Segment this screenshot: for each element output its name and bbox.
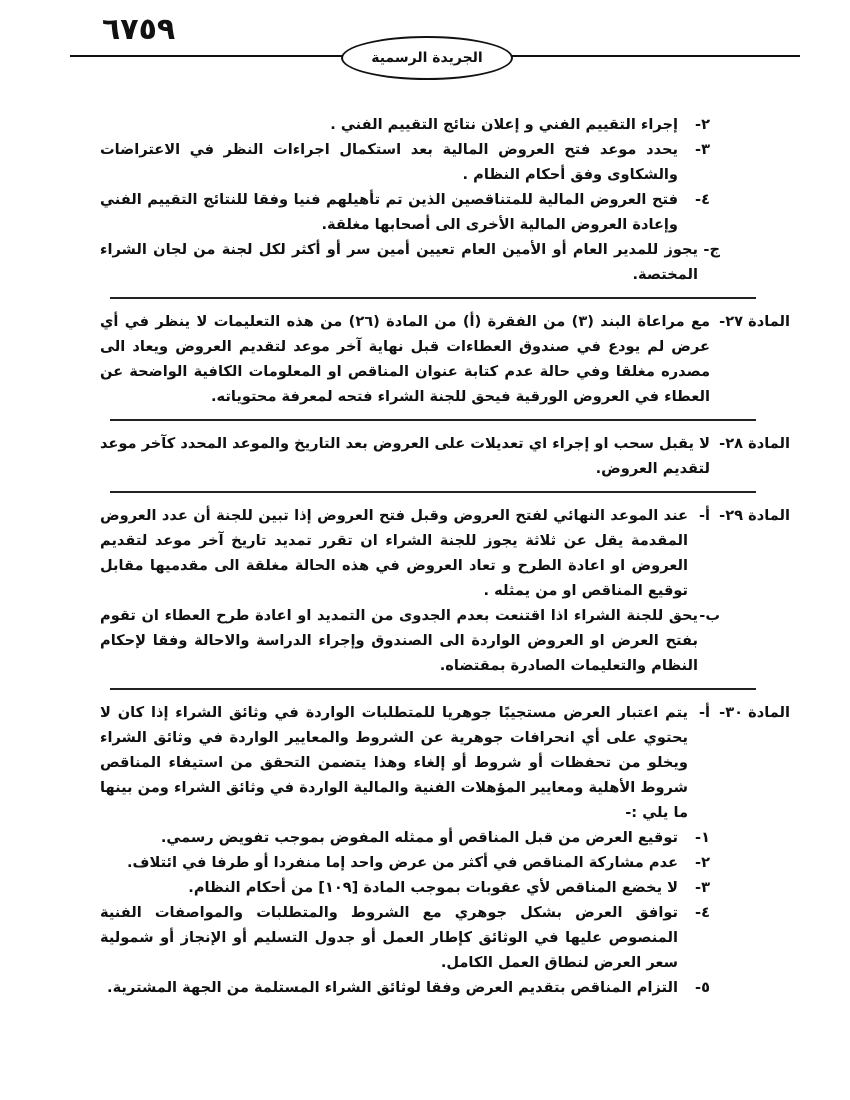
item-number: ٥- <box>695 979 710 996</box>
item-number: ٣- <box>695 141 710 158</box>
section-divider <box>110 419 756 421</box>
list-item <box>100 137 710 187</box>
item-number: ٣- <box>695 879 710 896</box>
article-body <box>100 503 710 603</box>
section-divider <box>110 491 756 493</box>
item-text: توقيع العرض من قبل المناقص أو ممثله المفوض بموجب تفويض رسمي. <box>160 829 678 846</box>
item-text: التزام المناقص بتقديم العرض وفقا لوثائق الشراء المستلمة من الجهة المشترية. <box>107 979 678 996</box>
clause-c <box>100 237 790 287</box>
item-text: لا يخضع المناقص لأي عقوبات بموجب المادة [١٠٩] من أحكام النظام. <box>188 879 678 896</box>
clause-label: أ- <box>698 507 710 524</box>
top-items <box>100 112 790 237</box>
clause-text: عند الموعد النهائي لفتح العروض وقبل فتح العروض إذا تبين للجنة أن عدد العروض المقدمة يقل عن ثلاثة يجوز للجنة الشراء ان تقرر تمديد تاريخ آخر موعد لتقديم العروض او اعادة الطرح و تعاد العروض في هذه الحالة مغلقة الى مقدميها مقابل توقيع المناقص او من يمثله . <box>100 507 688 599</box>
list-item <box>100 875 710 900</box>
item-text: عدم مشاركة المناقص في أكثر من عرض واحد إما منفردا أو طرفا في ائتلاف. <box>127 854 678 871</box>
article-text: مع مراعاة البند (٣) من الفقرة (أ) من المادة (٢٦) من هذه التعليمات لا ينظر في أي عرض لم يودع في صندوق العطاءات قبل نهاية آخر موعد لتقديم العروض ويعاد الى مصدره مغلقا وفي حالة عدم كتابة عنوان المناقص او المعلومات الكافية الواضحة عن العطاء في العروض الورقية فيحق للجنة الشراء فتحه لمعرفة محتوياته. <box>100 313 710 405</box>
clause-label: أ- <box>698 704 710 721</box>
list-item <box>100 187 710 237</box>
item-text: توافق العرض بشكل جوهري مع الشروط والمتطلبات والمواصفات الفنية المنصوص عليها في الوثائق كإطار العمل أو جدول التسليم أو الإنجاز أو شمولية سعر العرض لنطاق العمل الكامل. <box>100 904 678 971</box>
article-28 <box>100 431 790 481</box>
article-label: المادة ٢٨- <box>719 435 790 452</box>
article-label: المادة ٢٧- <box>719 313 790 330</box>
item-number: ٢- <box>695 116 710 133</box>
article-label: المادة ٣٠- <box>719 704 790 721</box>
item-number: ٢- <box>695 854 710 871</box>
item-number: ٤- <box>695 191 710 208</box>
article-clause-a <box>100 700 710 825</box>
list-item <box>100 112 710 137</box>
item-text: إجراء التقييم الفني و إعلان نتائج التقييم الفني . <box>330 116 678 133</box>
masthead <box>341 36 513 80</box>
article-30-items <box>100 825 790 1000</box>
article-29-clause-b <box>100 603 790 678</box>
article-body <box>100 700 710 825</box>
item-text: يحدد موعد فتح العروض المالية بعد استكمال اجراءات النظر في الاعتراضات والشكاوى وفق أحكام النظام . <box>100 141 678 183</box>
clause-text: يتم اعتبار العرض مستجيبًا جوهريا للمتطلبات الواردة في وثائق الشراء إذا كان لا يحتوي على أي انحرافات جوهرية عن الشروط والمعايير الواردة في وثائق الشراء ويخلو من تحفظات أو شروط أو إلغاء وهذا يتضمن التحقق من استيفاء المناقص شروط الأهلية ومعايير المؤهلات الفنية والمالية الواردة في وثائق الشراء ومن بينها ما يلي :- <box>100 704 688 821</box>
article-29 <box>100 503 790 603</box>
list-item <box>100 825 710 850</box>
article-clause-a <box>100 503 710 603</box>
section-divider <box>110 297 756 299</box>
masthead-title: الجريدة الرسمية <box>371 50 483 66</box>
page-number: ٦٧٥٩ <box>102 12 176 47</box>
clause-text: يحق للجنة الشراء اذا اقتنعت بعدم الجدوى من التمديد او اعادة طرح العطاء ان تقوم بفتح العرض او العروض الواردة الى الصندوق وإجراء الدراسة والاحالة وفقا لإحكام النظام والتعليمات الصادرة بمقتضاه. <box>100 607 698 674</box>
article-text: لا يقبل سحب او إجراء اي تعديلات على العروض بعد التاريخ والموعد المحدد كآخر موعد لتقديم العروض. <box>100 435 710 477</box>
list-item <box>100 975 710 1000</box>
article-30 <box>100 700 790 825</box>
item-number: ١- <box>695 829 710 846</box>
section-divider <box>110 688 756 690</box>
list-item <box>100 900 710 975</box>
clause-label: ج- <box>703 241 720 258</box>
document-body <box>100 112 790 1000</box>
article-label: المادة ٢٩- <box>719 507 790 524</box>
clause-text: يجوز للمدير العام أو الأمين العام تعيين أمين سر أو أكثر لكل لجنة من لجان الشراء المختصة. <box>100 241 698 283</box>
item-number: ٤- <box>695 904 710 921</box>
clause-label: ب- <box>699 607 720 624</box>
article-27 <box>100 309 790 409</box>
item-text: فتح العروض المالية للمتناقصين الذين تم تأهيلهم فنيا وفقا للنتائج التقييم الفني وإعادة العروض المالية الأخرى الى أصحابها مغلقة. <box>100 191 678 233</box>
list-item <box>100 850 710 875</box>
